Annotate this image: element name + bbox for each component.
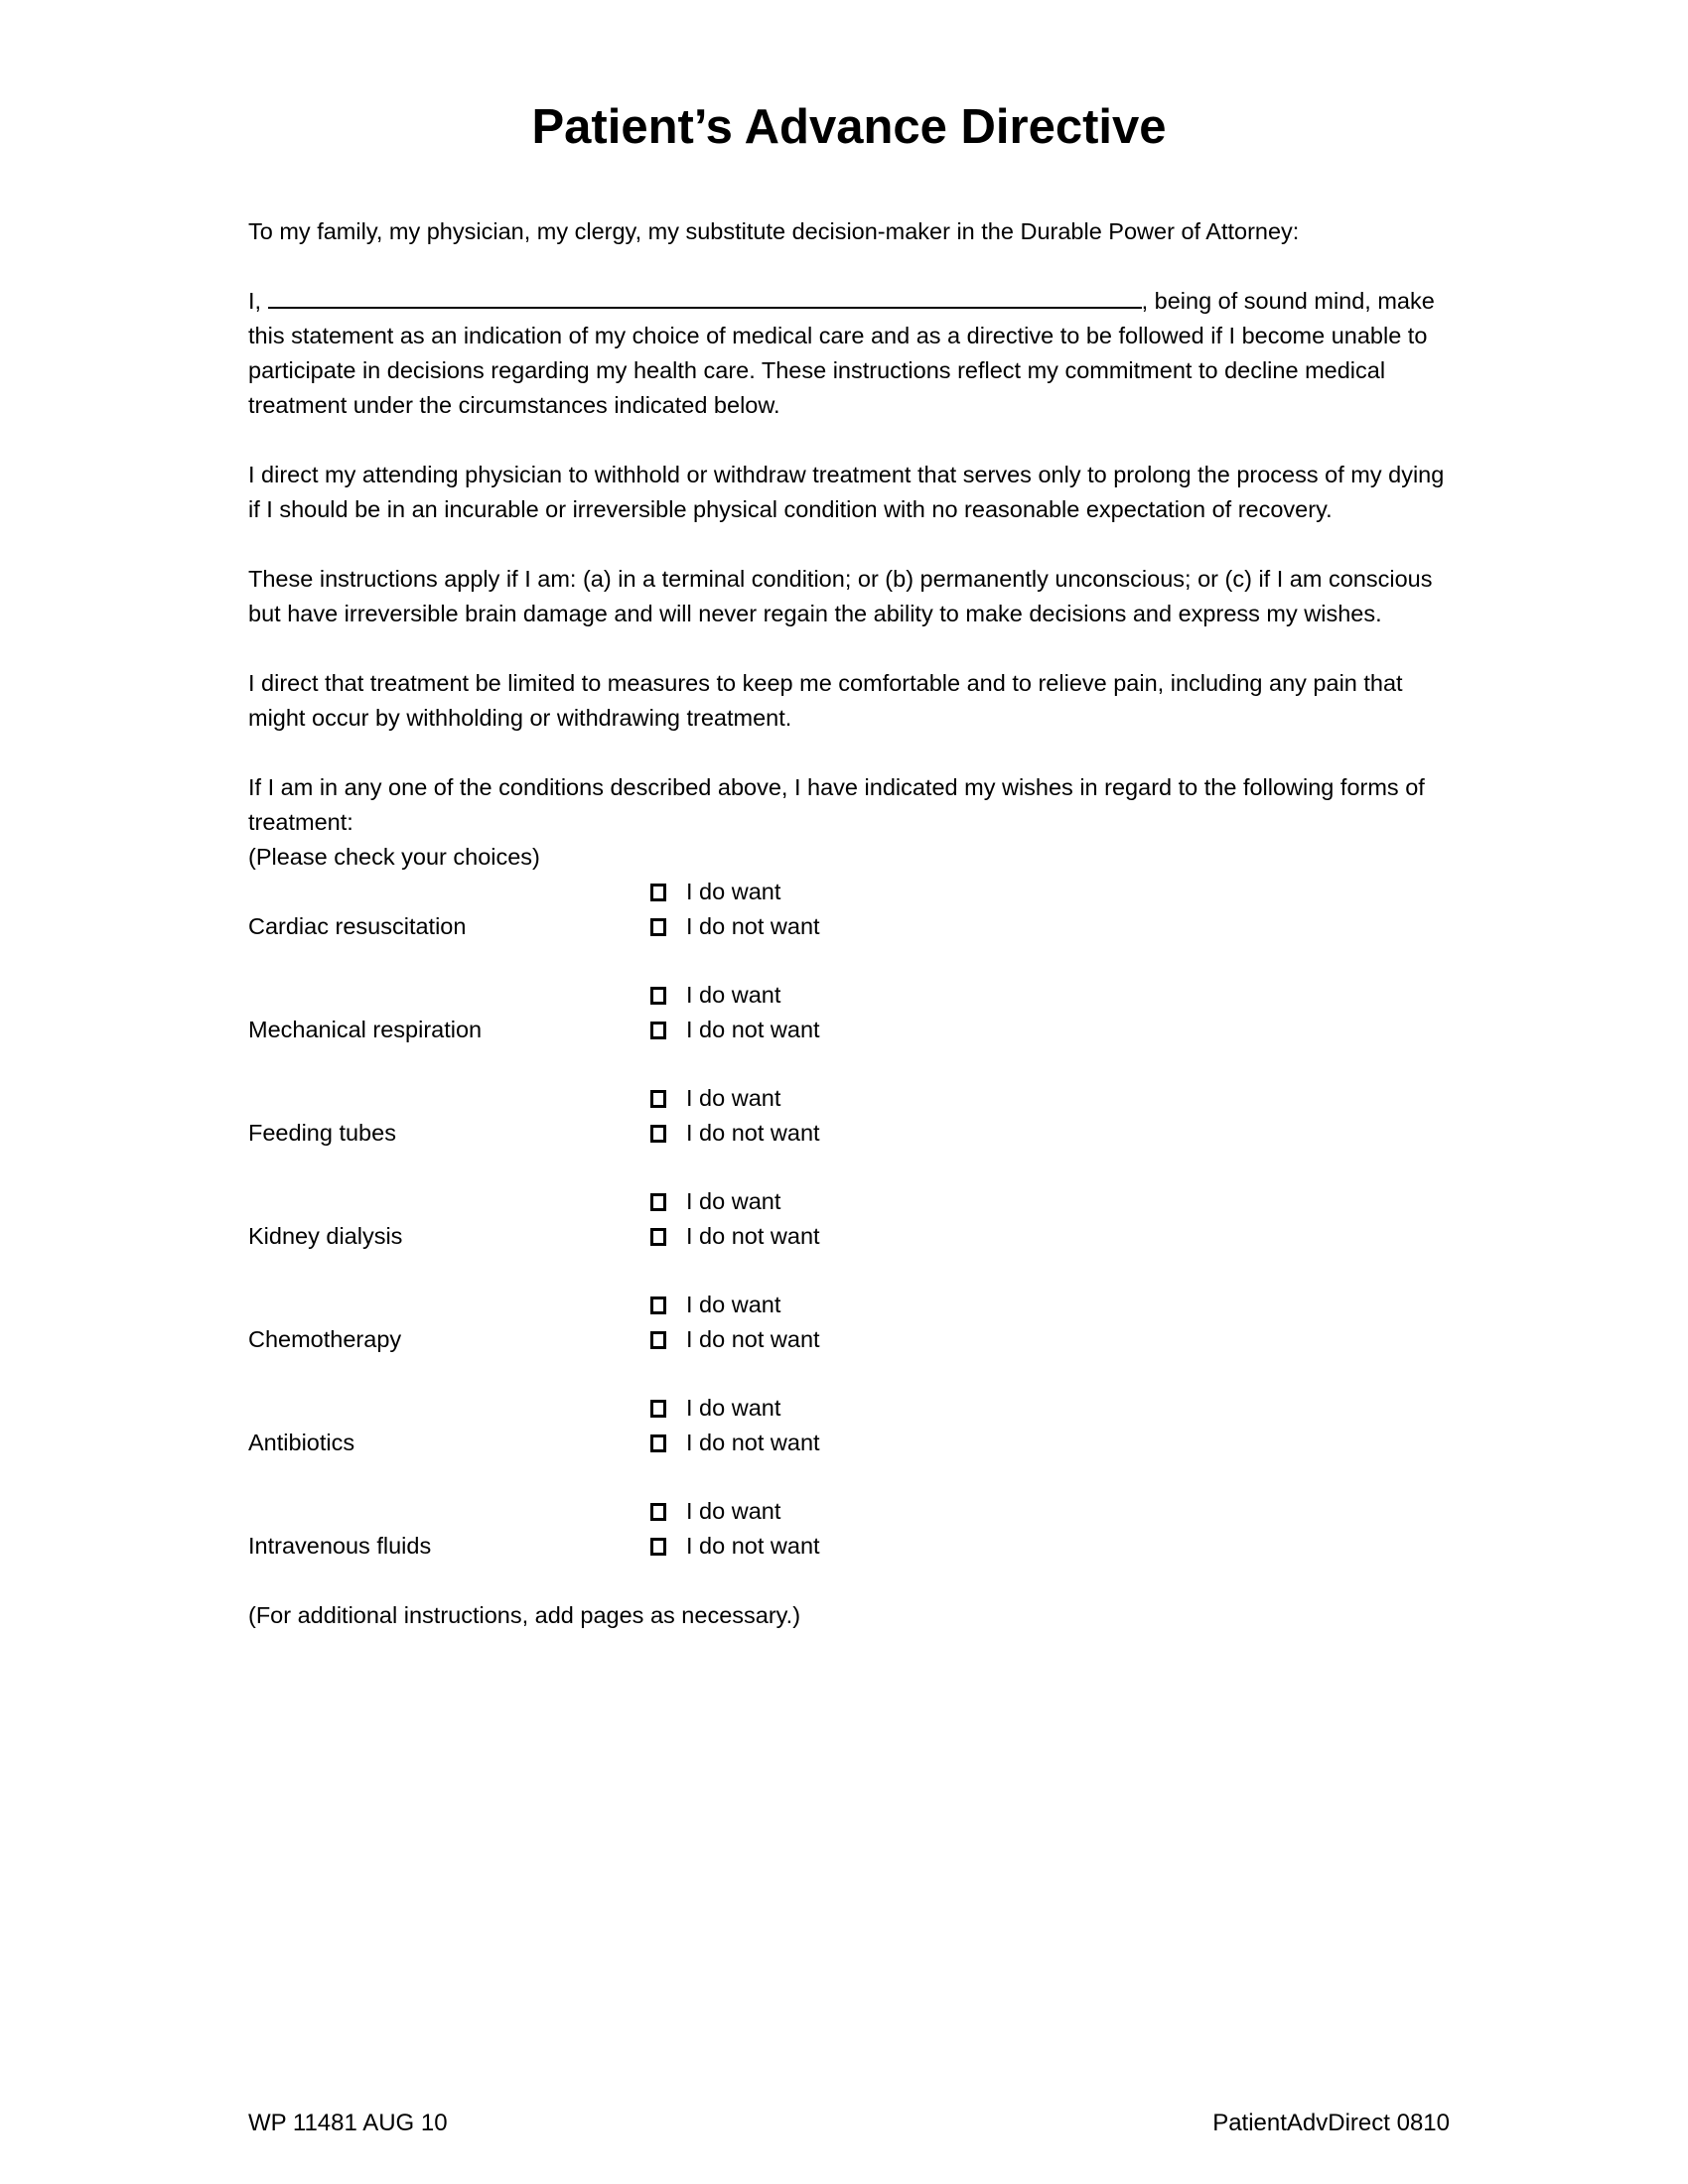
want-label: I do want xyxy=(686,982,781,1008)
treatment-choices-section xyxy=(248,875,1450,1564)
kidney-dialysis-want-checkbox[interactable] xyxy=(650,1193,666,1211)
treatment-label: Antibiotics xyxy=(248,1430,355,1455)
not-want-label: I do not want xyxy=(686,1326,820,1352)
cardiac-resuscitation-not-want-checkbox[interactable] xyxy=(650,918,666,936)
not-want-label: I do not want xyxy=(686,1120,820,1146)
page-footer xyxy=(248,2110,1450,2137)
wishes-intro-paragraph xyxy=(248,770,1450,875)
treatment-label: Intravenous fluids xyxy=(248,1533,432,1559)
mechanical-respiration-not-want-checkbox[interactable] xyxy=(650,1022,666,1039)
mechanical-respiration-want-checkbox[interactable] xyxy=(650,987,666,1005)
treatment-label: Cardiac resuscitation xyxy=(248,913,467,939)
declaration-prefix: I, xyxy=(248,288,262,314)
not-want-label: I do not want xyxy=(686,1430,820,1455)
declaration-paragraph xyxy=(248,284,1450,423)
intravenous-fluids-want-checkbox[interactable] xyxy=(650,1503,666,1521)
chemotherapy-not-want-checkbox[interactable] xyxy=(650,1331,666,1349)
chemotherapy-want-checkbox[interactable] xyxy=(650,1297,666,1314)
intravenous-fluids-not-want-checkbox[interactable] xyxy=(650,1538,666,1556)
want-label: I do want xyxy=(686,1395,781,1421)
feeding-tubes-not-want-checkbox[interactable] xyxy=(650,1125,666,1143)
treatment-label: Chemotherapy xyxy=(248,1326,402,1352)
treatment-item-kidney-dialysis xyxy=(248,1184,1450,1254)
additional-instructions-note: (For additional instructions, add pages as necessary.) xyxy=(248,1602,801,1628)
footer-doc-id: PatientAdvDirect 0810 xyxy=(1212,2110,1450,2136)
not-want-label: I do not want xyxy=(686,1223,820,1249)
want-label: I do want xyxy=(686,1188,781,1214)
not-want-label: I do not want xyxy=(686,913,820,939)
treatment-item-chemotherapy xyxy=(248,1288,1450,1357)
antibiotics-want-checkbox[interactable] xyxy=(650,1400,666,1418)
footer-form-number: WP 11481 AUG 10 xyxy=(248,2110,448,2136)
physician-directive-paragraph: I direct my attending physician to withhold or withdraw treatment that serves only to prolong the process of my dying if I should be in an incurable or irreversible physical condition with no reasonable expectation of recovery. xyxy=(248,462,1445,522)
intro-paragraph: To my family, my physician, my clergy, my substitute decision-maker in the Durable Power of Attorney: xyxy=(248,218,1300,244)
name-blank-field[interactable] xyxy=(268,287,1142,309)
antibiotics-not-want-checkbox[interactable] xyxy=(650,1434,666,1452)
not-want-label: I do not want xyxy=(686,1017,820,1042)
treatment-item-antibiotics xyxy=(248,1391,1450,1460)
treatment-item-intravenous-fluids xyxy=(248,1494,1450,1564)
treatment-label: Kidney dialysis xyxy=(248,1223,403,1249)
want-label: I do want xyxy=(686,1085,781,1111)
cardiac-resuscitation-want-checkbox[interactable] xyxy=(650,884,666,901)
treatment-label: Feeding tubes xyxy=(248,1120,396,1146)
want-label: I do want xyxy=(686,1292,781,1317)
treatment-label: Mechanical respiration xyxy=(248,1017,483,1042)
want-label: I do want xyxy=(686,879,781,904)
page-title: Patient’s Advance Directive xyxy=(531,100,1167,154)
wishes-intro-text: If I am in any one of the conditions described above, I have indicated my wishes in regard to the following forms of treatment: xyxy=(248,774,1425,835)
feeding-tubes-want-checkbox[interactable] xyxy=(650,1090,666,1108)
declaration-suffix: , being of sound mind, make this statement as an indication of my choice of medical care and as a directive to be followed if I become unable to participate in decisions regarding my health care. These instructions reflect my commitment to decline medical treatment under the circumstances indicated below. xyxy=(248,288,1435,418)
treatment-item-cardiac-resuscitation xyxy=(248,875,1450,944)
conditions-paragraph: These instructions apply if I am: (a) in a terminal condition; or (b) permanently unconscious; or (c) if I am conscious but have irreversible brain damage and will never regain the ability to make decisions and express my wishes. xyxy=(248,566,1433,626)
comfort-paragraph: I direct that treatment be limited to measures to keep me comfortable and to relieve pain, including any pain that might occur by withholding or withdrawing treatment. xyxy=(248,670,1403,731)
kidney-dialysis-not-want-checkbox[interactable] xyxy=(650,1228,666,1246)
treatment-item-mechanical-respiration xyxy=(248,978,1450,1047)
treatment-item-feeding-tubes xyxy=(248,1081,1450,1151)
not-want-label: I do not want xyxy=(686,1533,820,1559)
want-label: I do want xyxy=(686,1498,781,1524)
check-instruction: (Please check your choices) xyxy=(248,844,540,870)
